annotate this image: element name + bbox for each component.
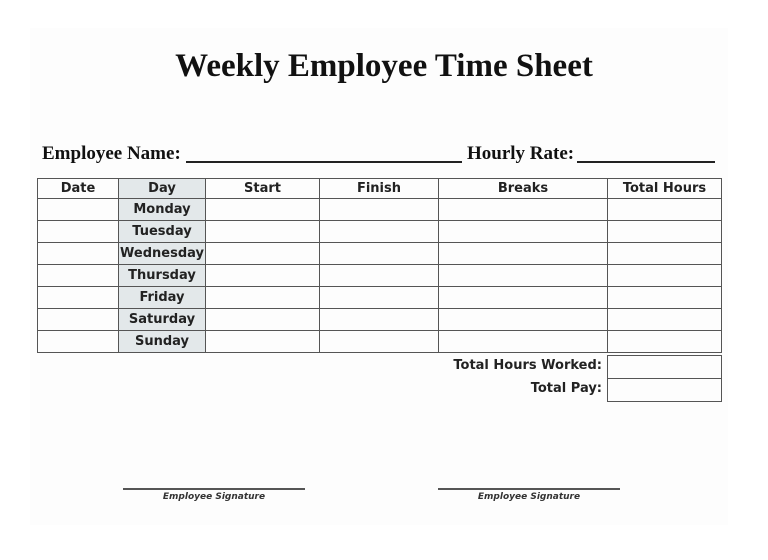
day-cell: Monday [119,199,206,221]
day-cell: Wednesday [119,243,206,265]
breaks-cell[interactable] [439,331,608,353]
table-row [38,243,722,265]
day-cell: Friday [119,287,206,309]
start-cell[interactable] [206,265,320,287]
start-cell[interactable] [206,309,320,331]
start-cell[interactable] [206,287,320,309]
hourly-rate-field[interactable] [577,161,715,163]
day-cell: Saturday [119,309,206,331]
start-cell[interactable] [206,331,320,353]
date-cell[interactable] [38,287,119,309]
breaks-cell[interactable] [439,265,608,287]
table-row [38,199,722,221]
total-hours-worked-field[interactable] [607,355,722,379]
total-hours-cell[interactable] [608,243,722,265]
day-cell: Sunday [119,331,206,353]
timesheet-table [37,178,722,353]
col-breaks: Breaks [439,179,608,199]
page-title: Weekly Employee Time Sheet [175,48,593,84]
breaks-cell[interactable] [439,287,608,309]
date-cell[interactable] [38,221,119,243]
signature-label-2: Employee Signature [477,492,581,502]
table-row [38,265,722,287]
start-cell[interactable] [206,199,320,221]
total-hours-cell[interactable] [608,309,722,331]
start-cell[interactable] [206,243,320,265]
total-hours-worked-label: Total Hours Worked: [453,358,602,373]
date-cell[interactable] [38,243,119,265]
col-day: Day [119,179,206,199]
signature-line-1[interactable] [123,488,305,490]
table-row [38,331,722,353]
col-date: Date [38,179,119,199]
breaks-cell[interactable] [439,309,608,331]
breaks-cell[interactable] [439,221,608,243]
finish-cell[interactable] [320,243,439,265]
hourly-rate-label: Hourly Rate: [467,143,575,164]
total-hours-cell[interactable] [608,265,722,287]
date-cell[interactable] [38,309,119,331]
total-hours-cell[interactable] [608,331,722,353]
total-hours-cell[interactable] [608,199,722,221]
finish-cell[interactable] [320,309,439,331]
finish-cell[interactable] [320,221,439,243]
total-pay-label: Total Pay: [530,381,602,396]
finish-cell[interactable] [320,331,439,353]
table-row [38,309,722,331]
start-cell[interactable] [206,221,320,243]
col-start: Start [206,179,320,199]
breaks-cell[interactable] [439,243,608,265]
finish-cell[interactable] [320,199,439,221]
header-row [38,179,722,199]
signature-label-1: Employee Signature [162,492,266,502]
table-row [38,287,722,309]
date-cell[interactable] [38,199,119,221]
finish-cell[interactable] [320,265,439,287]
table-row [38,221,722,243]
total-hours-cell[interactable] [608,287,722,309]
employee-name-field[interactable] [186,161,462,163]
col-finish: Finish [320,179,439,199]
breaks-cell[interactable] [439,199,608,221]
employee-name-label: Employee Name: [42,143,181,164]
col-total-hours: Total Hours [608,179,722,199]
day-cell: Tuesday [119,221,206,243]
day-cell: Thursday [119,265,206,287]
finish-cell[interactable] [320,287,439,309]
date-cell[interactable] [38,265,119,287]
total-hours-cell[interactable] [608,221,722,243]
total-pay-field[interactable] [607,378,722,402]
signature-line-2[interactable] [438,488,620,490]
date-cell[interactable] [38,331,119,353]
